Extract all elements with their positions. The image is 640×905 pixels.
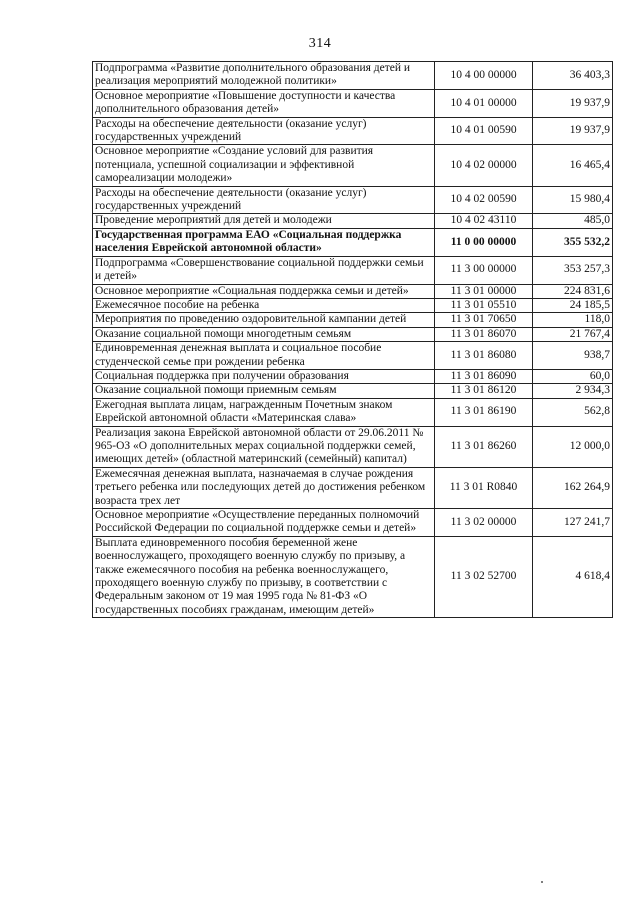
- row-name-cell: Подпрограмма «Совершенствование социальной поддержки семьи и детей»: [93, 256, 435, 284]
- row-sum-cell: 127 241,7: [533, 509, 613, 537]
- row-name-cell: Мероприятия по проведению оздоровительной кампании детей: [93, 313, 435, 327]
- row-name-cell: Выплата единовременного пособия беременной жене военнослужащего, проходящего военную службу по призыву, а также ежемесячного пособия на ребенка военнослужащего, проходящего военную службу по призыву, в соответствии с Федеральным законом от 19 мая 1995 года № 81-ФЗ «О государственных пособиях гражданам, имеющим детей»: [93, 536, 435, 617]
- row-sum-cell: 162 264,9: [533, 467, 613, 508]
- row-sum-cell: 16 465,4: [533, 145, 613, 186]
- row-code-cell: 11 3 01 R0840: [435, 467, 533, 508]
- row-sum-cell: 2 934,3: [533, 384, 613, 398]
- row-name-cell: Ежемесячная денежная выплата, назначаемая в случае рождения третьего ребенка или последующих детей до достижения ребенком возраста трех лет: [93, 467, 435, 508]
- row-name-cell: Расходы на обеспечение деятельности (оказание услуг) государственных учреждений: [93, 186, 435, 214]
- row-sum-cell: 21 767,4: [533, 327, 613, 341]
- row-sum-cell: 562,8: [533, 398, 613, 426]
- row-code-cell: 11 3 01 86090: [435, 369, 533, 383]
- row-code-cell: 10 4 02 00590: [435, 186, 533, 214]
- row-code-cell: 10 4 00 00000: [435, 62, 533, 90]
- table-row: [93, 284, 613, 298]
- row-sum-cell: 118,0: [533, 313, 613, 327]
- table-row: [93, 369, 613, 383]
- row-name-cell: Основное мероприятие «Социальная поддержка семьи и детей»: [93, 284, 435, 298]
- row-code-cell: 11 0 00 00000: [435, 228, 533, 256]
- row-name-cell: Государственная программа ЕАО «Социальная поддержка населения Еврейской автономной области»: [93, 228, 435, 256]
- row-name-cell: Реализация закона Еврейской автономной области от 29.06.2011 № 965-ОЗ «О дополнительных мерах социальной поддержки семей, имеющих детей» (областной материнский (семейный) капитал): [93, 426, 435, 467]
- row-code-cell: 11 3 01 86080: [435, 342, 533, 370]
- row-name-cell: Основное мероприятие «Повышение доступности и качества дополнительного образования детей»: [93, 89, 435, 117]
- row-sum-cell: 224 831,6: [533, 284, 613, 298]
- row-sum-cell: 60,0: [533, 369, 613, 383]
- row-name-cell: Социальная поддержка при получении образования: [93, 369, 435, 383]
- row-code-cell: 10 4 02 00000: [435, 145, 533, 186]
- row-sum-cell: 938,7: [533, 342, 613, 370]
- row-code-cell: 11 3 01 86070: [435, 327, 533, 341]
- table-row: [93, 89, 613, 117]
- row-sum-cell: 15 980,4: [533, 186, 613, 214]
- page-number: 314: [308, 36, 332, 51]
- row-name-cell: Оказание социальной помощи приемным семьям: [93, 384, 435, 398]
- row-code-cell: 10 4 01 00590: [435, 117, 533, 145]
- row-code-cell: 11 3 02 00000: [435, 509, 533, 537]
- row-code-cell: 11 3 02 52700: [435, 536, 533, 617]
- row-name-cell: Ежегодная выплата лицам, награжденным Почетным знаком Еврейской автономной области «Материнская слава»: [93, 398, 435, 426]
- row-code-cell: 11 3 01 70650: [435, 313, 533, 327]
- row-name-cell: Основное мероприятие «Создание условий для развития потенциала, успешной социализации и эффективной самореализации молодежи»: [93, 145, 435, 186]
- table-row: [93, 342, 613, 370]
- row-sum-cell: 24 185,5: [533, 298, 613, 312]
- row-sum-cell: 353 257,3: [533, 256, 613, 284]
- row-code-cell: 11 3 01 86120: [435, 384, 533, 398]
- table-row: [93, 313, 613, 327]
- row-name-cell: Единовременная денежная выплата и социальное пособие студенческой семье при рождении ребенка: [93, 342, 435, 370]
- scan-dot: [541, 881, 543, 883]
- row-sum-cell: 19 937,9: [533, 89, 613, 117]
- row-name-cell: Подпрограмма «Развитие дополнительного образования детей и реализация мероприятий молодежной политики»: [93, 62, 435, 90]
- table-row: [93, 467, 613, 508]
- row-sum-cell: 12 000,0: [533, 426, 613, 467]
- row-name-cell: Ежемесячное пособие на ребенка: [93, 298, 435, 312]
- table-row: [93, 509, 613, 537]
- row-name-cell: Расходы на обеспечение деятельности (оказание услуг) государственных учреждений: [93, 117, 435, 145]
- row-sum-cell: 485,0: [533, 214, 613, 228]
- table-row: [93, 398, 613, 426]
- table-row: [93, 536, 613, 617]
- row-sum-cell: 36 403,3: [533, 62, 613, 90]
- row-code-cell: 11 3 01 05510: [435, 298, 533, 312]
- row-name-cell: Основное мероприятие «Осуществление переданных полномочий Российской Федерации по социальной поддержке семьи и детей»: [93, 509, 435, 537]
- table-row: [93, 214, 613, 228]
- row-code-cell: 11 3 01 86260: [435, 426, 533, 467]
- table-row: [93, 117, 613, 145]
- table-row: [93, 384, 613, 398]
- budget-table-body: [93, 62, 613, 618]
- table-row: [93, 426, 613, 467]
- row-code-cell: 10 4 02 43110: [435, 214, 533, 228]
- table-row: [93, 256, 613, 284]
- budget-table: [92, 61, 613, 618]
- row-code-cell: 11 3 01 86190: [435, 398, 533, 426]
- row-code-cell: 10 4 01 00000: [435, 89, 533, 117]
- row-sum-cell: 19 937,9: [533, 117, 613, 145]
- row-sum-cell: 4 618,4: [533, 536, 613, 617]
- row-name-cell: Оказание социальной помощи многодетным семьям: [93, 327, 435, 341]
- table-row: [93, 327, 613, 341]
- row-code-cell: 11 3 00 00000: [435, 256, 533, 284]
- table-row: [93, 186, 613, 214]
- table-row: [93, 298, 613, 312]
- table-row: [93, 62, 613, 90]
- row-sum-cell: 355 532,2: [533, 228, 613, 256]
- row-name-cell: Проведение мероприятий для детей и молодежи: [93, 214, 435, 228]
- table-row: [93, 145, 613, 186]
- table-row: [93, 228, 613, 256]
- row-code-cell: 11 3 01 00000: [435, 284, 533, 298]
